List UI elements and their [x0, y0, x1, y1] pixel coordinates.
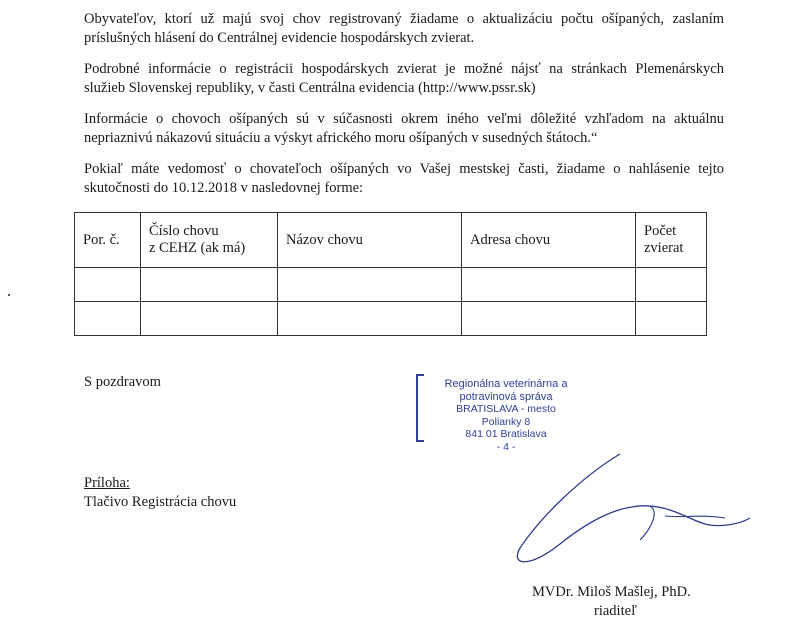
table-cell — [462, 268, 636, 302]
header-por-c — [75, 213, 141, 268]
registration-table — [74, 212, 707, 336]
signature-stroke — [640, 506, 725, 540]
table-cell — [141, 268, 278, 302]
attachment-item: Tlačivo Registrácia chovu — [84, 494, 237, 510]
text-line: Pokiaľ máte vedomosť o chovateľoch ošípaných vo Vašej mestskej časti, žiadame o nahlásenie tejto — [84, 161, 724, 177]
text-line: služieb Slovenskej republiky, v časti Centrálna evidencia (http://www.pssr.sk) — [84, 80, 536, 96]
paragraph-info-link — [84, 60, 724, 98]
closing-greeting: S pozdravom — [84, 374, 161, 390]
header-pocet-zvierat — [636, 213, 707, 268]
stamp-line: - 4 - — [496, 440, 516, 453]
table-row — [75, 268, 707, 302]
table-cell — [462, 302, 636, 336]
stamp-line: BRATISLAVA - mesto — [456, 403, 556, 415]
text-line: Obyvateľov, ktorí už majú svoj chov registrovaný žiadame o aktualizáciu počtu ošípaných, zaslaním — [84, 11, 724, 27]
header-nazov-chovu — [278, 213, 462, 268]
text-line: Informácie o chovoch ošípaných sú v súčasnosti okrem iného veľmi dôležité vzhľadom na aktuálnu — [84, 111, 724, 127]
handwritten-signature — [500, 448, 760, 578]
signatory-title: riaditeľ — [594, 603, 637, 619]
scan-speck — [8, 294, 10, 296]
signatory-block — [532, 583, 691, 621]
text-line: Podrobné informácie o registrácii hospodárskych zvierat je možné nájsť na stránkach Plemenárskych — [84, 61, 724, 77]
header-text: zvierat — [644, 240, 684, 256]
attachment-label: Príloha: — [84, 475, 130, 491]
table-cell — [278, 302, 462, 336]
attachment-block — [84, 474, 236, 512]
stamp-line: 841 01 Bratislava — [465, 428, 547, 440]
table-cell — [75, 268, 141, 302]
signatory-name: MVDr. Miloš Mašlej, PhD. — [532, 584, 691, 600]
signature-stroke — [517, 454, 750, 562]
paragraph-request — [84, 160, 724, 198]
header-text: Por. č. — [83, 231, 120, 248]
stamp-line: Regionálna veterinárna a potravinová správa — [444, 378, 568, 403]
table-cell — [75, 302, 141, 336]
header-text: Adresa chovu — [470, 231, 551, 248]
table-row — [75, 302, 707, 336]
header-adresa-chovu — [462, 213, 636, 268]
text-line: skutočnosti do 10.12.2018 v nasledovnej forme: — [84, 180, 364, 196]
table-cell — [278, 268, 462, 302]
stamp-bracket — [416, 374, 424, 442]
table-cell — [636, 302, 707, 336]
table-cell — [141, 302, 278, 336]
text-line: nepriaznivú nákazovú situáciu a výskyt afrického moru ošípaných v susedných štátoch.“ — [84, 130, 598, 146]
table-header-row — [75, 213, 707, 268]
header-text: z CEHZ (ak má) — [149, 240, 246, 256]
header-text: Názov chovu — [286, 231, 363, 248]
paragraph-reason — [84, 110, 724, 148]
header-text: Číslo chovu — [149, 223, 219, 239]
paragraph-registration-update — [84, 10, 724, 48]
table-cell — [636, 268, 707, 302]
header-cislo-chovu — [141, 213, 278, 268]
stamp-line: Polianky 8 — [481, 415, 531, 428]
text-line: príslušných hlásení do Centrálnej evidencie hospodárskych zvierat. — [84, 30, 475, 46]
official-stamp — [416, 374, 596, 453]
header-text: Počet — [644, 223, 677, 239]
